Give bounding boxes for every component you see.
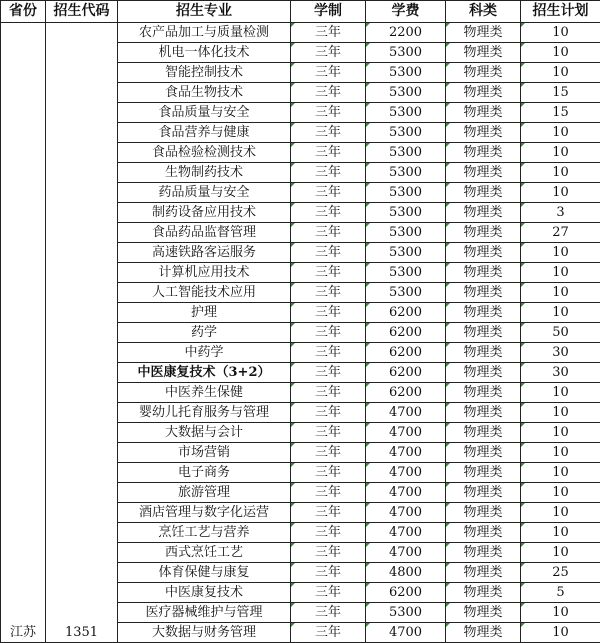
tuition-cell: 4700 bbox=[366, 423, 446, 443]
tuition-cell: 4800 bbox=[366, 563, 446, 583]
major-cell: 药学 bbox=[118, 323, 291, 343]
duration-cell: 三年 bbox=[291, 423, 366, 443]
plan-cell: 30 bbox=[521, 343, 600, 363]
plan-cell: 15 bbox=[521, 103, 600, 123]
plan-cell: 5 bbox=[521, 583, 600, 603]
tuition-cell: 6200 bbox=[366, 383, 446, 403]
category-cell: 物理类 bbox=[446, 23, 521, 43]
category-cell: 物理类 bbox=[446, 603, 521, 623]
plan-cell: 10 bbox=[521, 123, 600, 143]
duration-cell: 三年 bbox=[291, 603, 366, 623]
duration-cell: 三年 bbox=[291, 483, 366, 503]
table-body bbox=[1, 23, 600, 643]
duration-cell: 三年 bbox=[291, 403, 366, 423]
major-cell: 食品质量与安全 bbox=[118, 103, 291, 123]
major-cell: 智能控制技术 bbox=[118, 63, 291, 83]
category-cell: 物理类 bbox=[446, 303, 521, 323]
category-cell: 物理类 bbox=[446, 523, 521, 543]
tuition-cell: 5300 bbox=[366, 203, 446, 223]
category-cell: 物理类 bbox=[446, 583, 521, 603]
category-cell: 物理类 bbox=[446, 343, 521, 363]
major-cell: 人工智能技术应用 bbox=[118, 283, 291, 303]
tuition-cell: 6200 bbox=[366, 323, 446, 343]
major-cell: 市场营销 bbox=[118, 443, 291, 463]
duration-cell: 三年 bbox=[291, 143, 366, 163]
category-cell: 物理类 bbox=[446, 403, 521, 423]
plan-cell: 10 bbox=[521, 143, 600, 163]
category-cell: 物理类 bbox=[446, 63, 521, 83]
category-cell: 物理类 bbox=[446, 383, 521, 403]
duration-cell: 三年 bbox=[291, 383, 366, 403]
tuition-cell: 5300 bbox=[366, 283, 446, 303]
major-cell: 中医养生保健 bbox=[118, 383, 291, 403]
major-cell: 西式烹饪工艺 bbox=[118, 543, 291, 563]
category-cell: 物理类 bbox=[446, 443, 521, 463]
major-cell: 制药设备应用技术 bbox=[118, 203, 291, 223]
tuition-cell: 5300 bbox=[366, 43, 446, 63]
plan-cell: 10 bbox=[521, 43, 600, 63]
category-cell: 物理类 bbox=[446, 143, 521, 163]
duration-cell: 三年 bbox=[291, 623, 366, 643]
tuition-cell: 4700 bbox=[366, 463, 446, 483]
major-cell: 生物制药技术 bbox=[118, 163, 291, 183]
tuition-cell: 5300 bbox=[366, 163, 446, 183]
tuition-cell: 5300 bbox=[366, 263, 446, 283]
duration-cell: 三年 bbox=[291, 443, 366, 463]
duration-cell: 三年 bbox=[291, 63, 366, 83]
tuition-cell: 4700 bbox=[366, 443, 446, 463]
tuition-cell: 5300 bbox=[366, 223, 446, 243]
major-cell: 医疗器械维护与管理 bbox=[118, 603, 291, 623]
header-duration: 学制 bbox=[291, 1, 366, 23]
plan-cell: 10 bbox=[521, 463, 600, 483]
category-cell: 物理类 bbox=[446, 223, 521, 243]
duration-cell: 三年 bbox=[291, 463, 366, 483]
plan-cell: 10 bbox=[521, 443, 600, 463]
major-cell: 护理 bbox=[118, 303, 291, 323]
duration-cell: 三年 bbox=[291, 183, 366, 203]
category-cell: 物理类 bbox=[446, 123, 521, 143]
category-cell: 物理类 bbox=[446, 423, 521, 443]
plan-cell: 10 bbox=[521, 303, 600, 323]
tuition-cell: 4700 bbox=[366, 483, 446, 503]
major-cell: 食品药品监督管理 bbox=[118, 223, 291, 243]
category-cell: 物理类 bbox=[446, 243, 521, 263]
duration-cell: 三年 bbox=[291, 583, 366, 603]
major-cell: 中医康复技术（3+2） bbox=[118, 363, 291, 383]
duration-cell: 三年 bbox=[291, 123, 366, 143]
duration-cell: 三年 bbox=[291, 83, 366, 103]
major-cell: 大数据与财务管理 bbox=[118, 623, 291, 643]
code-cell: 1351 bbox=[46, 23, 118, 643]
duration-cell: 三年 bbox=[291, 523, 366, 543]
category-cell: 物理类 bbox=[446, 623, 521, 643]
category-cell: 物理类 bbox=[446, 263, 521, 283]
plan-cell: 10 bbox=[521, 623, 600, 643]
major-cell: 中药学 bbox=[118, 343, 291, 363]
tuition-cell: 5300 bbox=[366, 243, 446, 263]
major-cell: 大数据与会计 bbox=[118, 423, 291, 443]
duration-cell: 三年 bbox=[291, 203, 366, 223]
tuition-cell: 5300 bbox=[366, 83, 446, 103]
plan-cell: 10 bbox=[521, 523, 600, 543]
tuition-cell: 5300 bbox=[366, 63, 446, 83]
duration-cell: 三年 bbox=[291, 543, 366, 563]
major-cell: 食品生物技术 bbox=[118, 83, 291, 103]
duration-cell: 三年 bbox=[291, 163, 366, 183]
plan-cell: 30 bbox=[521, 363, 600, 383]
plan-cell: 10 bbox=[521, 283, 600, 303]
duration-cell: 三年 bbox=[291, 503, 366, 523]
category-cell: 物理类 bbox=[446, 283, 521, 303]
plan-cell: 3 bbox=[521, 203, 600, 223]
plan-cell: 10 bbox=[521, 403, 600, 423]
major-cell: 农产品加工与质量检测 bbox=[118, 23, 291, 43]
duration-cell: 三年 bbox=[291, 323, 366, 343]
province-cell: 江苏 bbox=[1, 23, 46, 643]
major-cell: 烹饪工艺与营养 bbox=[118, 523, 291, 543]
tuition-cell: 5300 bbox=[366, 123, 446, 143]
header-code: 招生代码 bbox=[46, 1, 118, 23]
duration-cell: 三年 bbox=[291, 223, 366, 243]
major-cell: 药品质量与安全 bbox=[118, 183, 291, 203]
header-category: 科类 bbox=[446, 1, 521, 23]
plan-cell: 10 bbox=[521, 483, 600, 503]
category-cell: 物理类 bbox=[446, 83, 521, 103]
category-cell: 物理类 bbox=[446, 563, 521, 583]
plan-cell: 50 bbox=[521, 323, 600, 343]
major-cell: 食品营养与健康 bbox=[118, 123, 291, 143]
major-cell: 旅游管理 bbox=[118, 483, 291, 503]
category-cell: 物理类 bbox=[446, 203, 521, 223]
plan-cell: 10 bbox=[521, 263, 600, 283]
major-cell: 婴幼儿托育服务与管理 bbox=[118, 403, 291, 423]
duration-cell: 三年 bbox=[291, 243, 366, 263]
category-cell: 物理类 bbox=[446, 483, 521, 503]
plan-cell: 25 bbox=[521, 563, 600, 583]
duration-cell: 三年 bbox=[291, 303, 366, 323]
tuition-cell: 5300 bbox=[366, 103, 446, 123]
header-province: 省份 bbox=[1, 1, 46, 23]
header-plan: 招生计划 bbox=[521, 1, 600, 23]
plan-cell: 10 bbox=[521, 543, 600, 563]
major-cell: 计算机应用技术 bbox=[118, 263, 291, 283]
tuition-cell: 4700 bbox=[366, 503, 446, 523]
duration-cell: 三年 bbox=[291, 263, 366, 283]
tuition-cell: 4700 bbox=[366, 523, 446, 543]
category-cell: 物理类 bbox=[446, 323, 521, 343]
plan-cell: 10 bbox=[521, 243, 600, 263]
category-cell: 物理类 bbox=[446, 543, 521, 563]
tuition-cell: 5300 bbox=[366, 603, 446, 623]
tuition-cell: 5300 bbox=[366, 183, 446, 203]
category-cell: 物理类 bbox=[446, 163, 521, 183]
category-cell: 物理类 bbox=[446, 43, 521, 63]
plan-cell: 15 bbox=[521, 83, 600, 103]
major-cell: 高速铁路客运服务 bbox=[118, 243, 291, 263]
tuition-cell: 6200 bbox=[366, 303, 446, 323]
plan-cell: 10 bbox=[521, 423, 600, 443]
header-row bbox=[1, 1, 600, 23]
category-cell: 物理类 bbox=[446, 363, 521, 383]
tuition-cell: 4700 bbox=[366, 623, 446, 643]
duration-cell: 三年 bbox=[291, 43, 366, 63]
major-cell: 食品检验检测技术 bbox=[118, 143, 291, 163]
duration-cell: 三年 bbox=[291, 343, 366, 363]
duration-cell: 三年 bbox=[291, 23, 366, 43]
duration-cell: 三年 bbox=[291, 103, 366, 123]
tuition-cell: 6200 bbox=[366, 343, 446, 363]
plan-cell: 10 bbox=[521, 63, 600, 83]
plan-cell: 10 bbox=[521, 603, 600, 623]
header-tuition: 学费 bbox=[366, 1, 446, 23]
plan-cell: 10 bbox=[521, 383, 600, 403]
category-cell: 物理类 bbox=[446, 183, 521, 203]
tuition-cell: 2200 bbox=[366, 23, 446, 43]
major-cell: 电子商务 bbox=[118, 463, 291, 483]
duration-cell: 三年 bbox=[291, 363, 366, 383]
category-cell: 物理类 bbox=[446, 463, 521, 483]
tuition-cell: 4700 bbox=[366, 543, 446, 563]
category-cell: 物理类 bbox=[446, 103, 521, 123]
plan-cell: 10 bbox=[521, 163, 600, 183]
plan-cell: 10 bbox=[521, 23, 600, 43]
category-cell: 物理类 bbox=[446, 503, 521, 523]
tuition-cell: 4700 bbox=[366, 403, 446, 423]
major-cell: 中医康复技术 bbox=[118, 583, 291, 603]
table-row bbox=[1, 23, 600, 43]
major-cell: 体育保健与康复 bbox=[118, 563, 291, 583]
plan-cell: 27 bbox=[521, 223, 600, 243]
tuition-cell: 5300 bbox=[366, 143, 446, 163]
duration-cell: 三年 bbox=[291, 283, 366, 303]
header-major: 招生专业 bbox=[118, 1, 291, 23]
major-cell: 酒店管理与数字化运营 bbox=[118, 503, 291, 523]
major-cell: 机电一体化技术 bbox=[118, 43, 291, 63]
plan-cell: 10 bbox=[521, 503, 600, 523]
duration-cell: 三年 bbox=[291, 563, 366, 583]
plan-cell: 10 bbox=[521, 183, 600, 203]
tuition-cell: 6200 bbox=[366, 363, 446, 383]
tuition-cell: 6200 bbox=[366, 583, 446, 603]
